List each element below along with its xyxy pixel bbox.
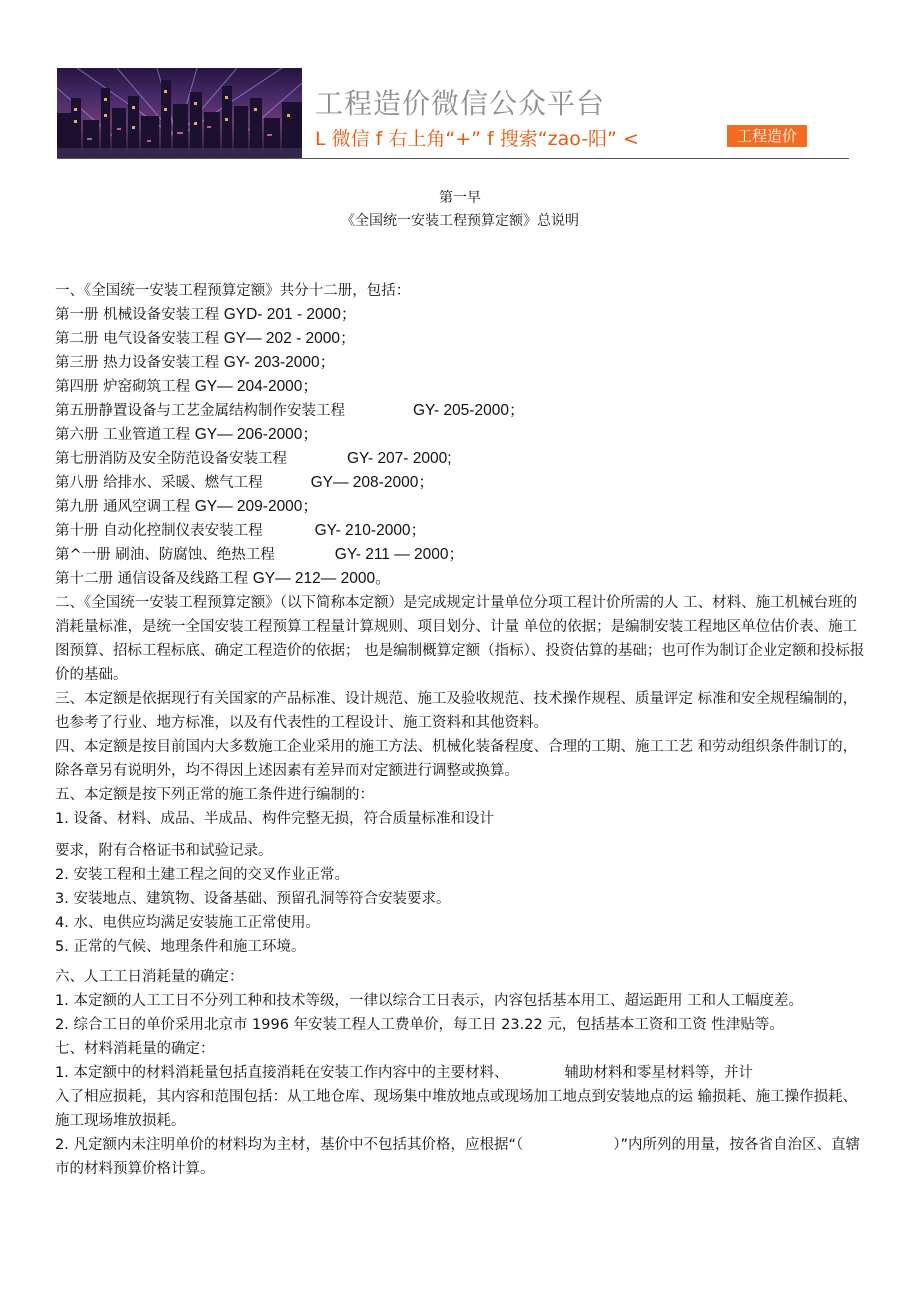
section-7-item-2 bbox=[55, 1133, 867, 1181]
section-6-intro: 六、人工工日消耗量的确定： bbox=[55, 969, 244, 985]
platform-subtitle: L 微信 f 右上角“+” f 搜索“zao-阳” < bbox=[315, 128, 639, 150]
volume-item bbox=[55, 423, 867, 447]
section-6-item-2: 2. 综合工日的单价采用北京市 1996 年安装工程人工费单价，每工日 23.22 元，包括基本工资和工资 性津贴等。 bbox=[55, 1017, 784, 1033]
section-7-item-1c: 入了相应损耗，其内容和范围包括：从工地仓库、现场集中堆放地点或现场加工地点到安装地点的运 输损耗、施工操作损耗、施工现场堆放损耗。 bbox=[55, 1089, 858, 1129]
volume-name: 第五册静置设备与工艺金属结构制作安装工程 bbox=[55, 403, 345, 419]
section-5-item-2: 2. 安装工程和土建工程之间的交叉作业正常。 bbox=[55, 867, 349, 883]
volume-name: 第四册 炉窑砌筑工程 bbox=[55, 379, 191, 395]
volume-name: 第十二册 通信设备及线路工程 bbox=[55, 571, 249, 587]
section-6-item-1: 1. 本定额的人工工日不分列工种和技术等级，一律以综合工日表示，内容包括基本用工、超运距用 工和人工幅度差。 bbox=[55, 993, 804, 1009]
volume-item bbox=[55, 519, 867, 543]
volume-item bbox=[55, 543, 867, 567]
volume-item bbox=[55, 567, 867, 591]
volume-item bbox=[55, 375, 867, 399]
section-7-item-2a-text: 2. 凡定额内未注明单价的材料均为主材，基价中不包括其价格，应根据“（ bbox=[55, 1137, 524, 1153]
volume-name: 第二册 电气设备安装工程 bbox=[55, 331, 220, 347]
volume-code: GY- 205-2000； bbox=[413, 402, 525, 419]
volume-item bbox=[55, 351, 867, 375]
header-divider bbox=[57, 158, 849, 159]
volume-name: 第八册 给排水、采暖、燃气工程 bbox=[55, 475, 263, 491]
volume-item bbox=[55, 303, 867, 327]
volume-name: 第十册 自动化控制仪表安装工程 bbox=[55, 523, 263, 539]
section-7-item-1a-text: 1. 本定额中的材料消耗量包括直接消耗在安装工作内容中的主要材料、 bbox=[55, 1065, 509, 1081]
city-night-banner-image bbox=[57, 68, 302, 158]
section-4-paragraph: 四、本定额是按目前国内大多数施工企业采用的施工方法、机械化装备程度、合理的工期、施工工艺 和劳动组织条件制订的，除各章另有说明外，均不得因上述因素有差异而对定额进行调整或换算。 bbox=[55, 739, 858, 779]
volume-name: 第九册 通风空调工程 bbox=[55, 499, 191, 515]
volume-code: GY- 203-2000； bbox=[223, 354, 336, 371]
volume-item bbox=[55, 471, 867, 495]
cost-engineering-tag: 工程造价 bbox=[727, 125, 807, 147]
section-1-intro: 一、《全国统一安装工程预算定额》共分十二册，包括： bbox=[55, 283, 411, 299]
volume-code: GY— 212— 2000。 bbox=[252, 570, 391, 587]
volume-name: 第七册消防及安全防范设备安装工程 bbox=[55, 451, 287, 467]
volume-code: GY- 210-2000； bbox=[314, 522, 427, 539]
volume-item bbox=[55, 399, 867, 423]
platform-title: 工程造价微信公众平台 bbox=[315, 87, 606, 120]
section-2-paragraph: 二、《全国统一安装工程预算定额》（以下简称本定额）是完成规定计量单位分项工程计价所需的人 工、材料、施工机械台班的消耗量标准，是统一全国安装工程预算工程量计算规则、项目划分、计量 单位的依据；是编制安装工程地区单位估价表、施工图预算、招标工程标底、确定工程造价的依据； 也是编制概算定额（指标）、投资估算的基础；也可作为制订企业定额和投标报价的基础。 bbox=[55, 595, 865, 683]
volume-code: GY— 206-2000； bbox=[194, 426, 318, 443]
document-body bbox=[55, 279, 867, 1181]
document-title: 《全国统一安装工程预算定额》总说明 bbox=[341, 213, 579, 229]
section-7-item-1b-text: 辅助材料和零星材料等，并计 bbox=[564, 1065, 753, 1081]
volume-code: GY- 207- 2000; bbox=[347, 450, 452, 467]
volume-item bbox=[55, 495, 867, 519]
section-5-item-1a: 1. 设备、材料、成品、半成品、构件完整无损，符合质量标准和设计 bbox=[55, 811, 494, 827]
volume-name: 第^一册 刷油、防腐蚀、绝热工程 bbox=[55, 547, 275, 563]
volume-code: GY— 208-2000； bbox=[310, 474, 434, 491]
page-header bbox=[0, 0, 920, 170]
section-5-item-3: 3. 安装地点、建筑物、设备基础、预留孔洞等符合安装要求。 bbox=[55, 891, 451, 907]
volume-item bbox=[55, 447, 867, 471]
volume-code: GY- 211 — 2000； bbox=[334, 546, 465, 563]
section-5-item-4: 4. 水、电供应均满足安装施工正常使用。 bbox=[55, 915, 320, 931]
section-3-paragraph: 三、本定额是依据现行有关国家的产品标准、设计规范、施工及验收规范、技术操作规程、质量评定 标准和安全规程编制的，也参考了行业、地方标准，以及有代表性的工程设计、施工资料和其他资料。 bbox=[55, 691, 858, 731]
volume-code: GY— 209-2000； bbox=[194, 498, 318, 515]
volume-item bbox=[55, 327, 867, 351]
section-5-item-5: 5. 正常的气候、地理条件和施工环境。 bbox=[55, 939, 306, 955]
section-7-intro: 七、材料消耗量的确定： bbox=[55, 1041, 215, 1057]
section-7-item-2b-text: ）”内所列的用量，按各省自治区、直辖市的材料预算价格计算。 bbox=[55, 1137, 860, 1177]
volume-name: 第一册 机械设备安装工程 bbox=[55, 307, 220, 323]
volume-name: 第三册 热力设备安装工程 bbox=[55, 355, 220, 371]
section-5-item-1b: 要求，附有合格证书和试验记录。 bbox=[55, 843, 273, 859]
volume-name: 第六册 工业管道工程 bbox=[55, 427, 191, 443]
section-5-intro: 五、本定额是按下列正常的施工条件进行编制的： bbox=[55, 787, 374, 803]
section-7-item-1a bbox=[55, 1061, 867, 1085]
volume-code: GY— 202 - 2000； bbox=[223, 330, 356, 347]
volume-code: GYD- 201 - 2000； bbox=[223, 306, 357, 323]
volume-code: GY— 204-2000； bbox=[194, 378, 318, 395]
chapter-label: 第一早 bbox=[439, 190, 481, 206]
